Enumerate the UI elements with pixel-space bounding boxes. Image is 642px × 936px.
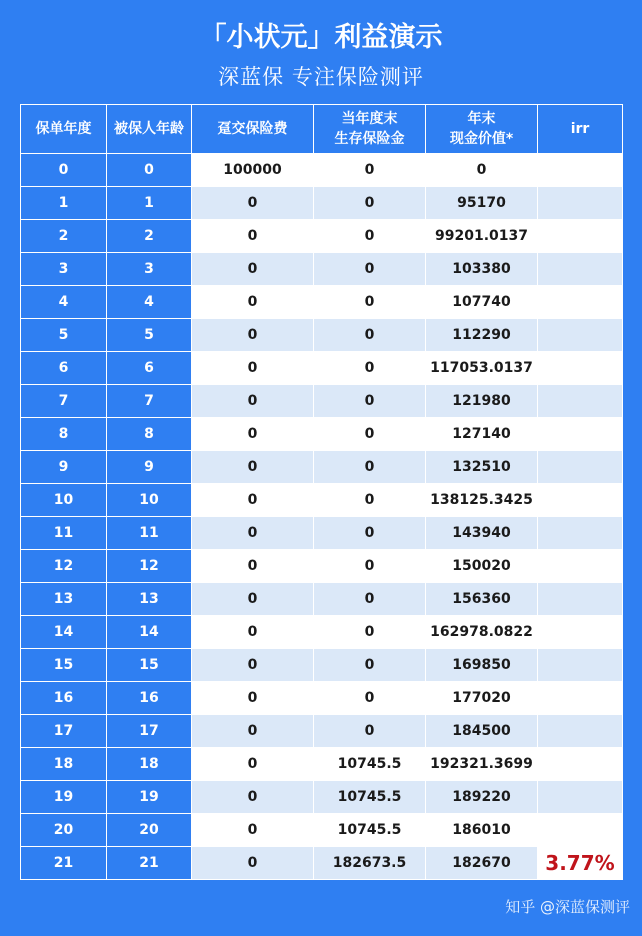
premium-cell: 0 [192, 385, 314, 418]
insured-age-cell: 6 [107, 352, 192, 385]
insured-age-cell: 1 [107, 187, 192, 220]
survival-benefit-cell: 0 [314, 484, 426, 517]
irr-cell [538, 748, 623, 781]
survival-benefit-cell: 182673.5 [314, 847, 426, 880]
cash-value-cell: 99201.0137 [426, 220, 538, 253]
premium-cell: 0 [192, 781, 314, 814]
cash-value-cell: 156360 [426, 583, 538, 616]
cash-value-cell: 121980 [426, 385, 538, 418]
insured-age-cell: 5 [107, 319, 192, 352]
survival-benefit-cell: 0 [314, 220, 426, 253]
cash-value-cell: 0 [426, 154, 538, 187]
irr-cell [538, 286, 623, 319]
cash-value-cell: 127140 [426, 418, 538, 451]
irr-cell [538, 418, 623, 451]
insured-age-cell: 4 [107, 286, 192, 319]
cash-value-cell: 103380 [426, 253, 538, 286]
survival-benefit-cell: 0 [314, 418, 426, 451]
survival-benefit-cell: 0 [314, 385, 426, 418]
policy-year-cell: 9 [21, 451, 107, 484]
irr-cell [538, 253, 623, 286]
table-row [21, 814, 623, 847]
table-row [21, 352, 623, 385]
table-row [21, 517, 623, 550]
table-row [21, 253, 623, 286]
table-row [21, 682, 623, 715]
column-header-irr: irr [538, 105, 623, 154]
table-row [21, 286, 623, 319]
survival-benefit-cell: 0 [314, 253, 426, 286]
table-row [21, 187, 623, 220]
table-body [21, 154, 623, 880]
cash-value-cell: 143940 [426, 517, 538, 550]
column-header-survival-benefit: 当年度末 生存保险金 [314, 105, 426, 154]
policy-year-cell: 14 [21, 616, 107, 649]
policy-year-cell: 20 [21, 814, 107, 847]
survival-benefit-cell: 0 [314, 517, 426, 550]
premium-cell: 0 [192, 484, 314, 517]
cash-value-cell: 107740 [426, 286, 538, 319]
table-row [21, 715, 623, 748]
cash-value-cell: 177020 [426, 682, 538, 715]
table-row [21, 847, 623, 880]
table-row [21, 748, 623, 781]
premium-cell: 0 [192, 319, 314, 352]
insured-age-cell: 18 [107, 748, 192, 781]
premium-cell: 0 [192, 682, 314, 715]
irr-cell [538, 352, 623, 385]
policy-year-cell: 1 [21, 187, 107, 220]
premium-cell: 0 [192, 352, 314, 385]
column-header-single-premium: 趸交保险费 [192, 105, 314, 154]
table-row [21, 451, 623, 484]
survival-benefit-cell: 0 [314, 286, 426, 319]
survival-benefit-cell: 0 [314, 187, 426, 220]
irr-cell [538, 517, 623, 550]
policy-year-cell: 7 [21, 385, 107, 418]
column-header-cash-value: 年末 现金价值* [426, 105, 538, 154]
policy-year-cell: 5 [21, 319, 107, 352]
premium-cell: 0 [192, 847, 314, 880]
irr-cell [538, 187, 623, 220]
policy-year-cell: 12 [21, 550, 107, 583]
irr-cell [538, 385, 623, 418]
benefit-table [20, 104, 623, 880]
survival-benefit-cell: 0 [314, 649, 426, 682]
insured-age-cell: 8 [107, 418, 192, 451]
survival-benefit-cell: 10745.5 [314, 781, 426, 814]
policy-year-cell: 13 [21, 583, 107, 616]
insured-age-cell: 15 [107, 649, 192, 682]
header [0, 0, 642, 104]
irr-cell: 3.77% [538, 847, 623, 880]
cash-value-cell: 189220 [426, 781, 538, 814]
policy-year-cell: 11 [21, 517, 107, 550]
column-header-insured-age: 被保人年龄 [107, 105, 192, 154]
cash-value-cell: 186010 [426, 814, 538, 847]
cash-value-cell: 112290 [426, 319, 538, 352]
insured-age-cell: 7 [107, 385, 192, 418]
insured-age-cell: 17 [107, 715, 192, 748]
policy-year-cell: 17 [21, 715, 107, 748]
policy-year-cell: 6 [21, 352, 107, 385]
insured-age-cell: 16 [107, 682, 192, 715]
survival-benefit-cell: 0 [314, 319, 426, 352]
policy-year-cell: 2 [21, 220, 107, 253]
policy-year-cell: 8 [21, 418, 107, 451]
table-row [21, 583, 623, 616]
policy-year-cell: 16 [21, 682, 107, 715]
policy-year-cell: 21 [21, 847, 107, 880]
survival-benefit-cell: 0 [314, 616, 426, 649]
irr-cell [538, 682, 623, 715]
premium-cell: 0 [192, 616, 314, 649]
irr-cell [538, 220, 623, 253]
policy-year-cell: 19 [21, 781, 107, 814]
table-header-row [21, 105, 623, 154]
page-subtitle: 深蓝保 专注保险测评 [218, 65, 424, 89]
policy-year-cell: 4 [21, 286, 107, 319]
irr-cell [538, 715, 623, 748]
table-row [21, 319, 623, 352]
insured-age-cell: 2 [107, 220, 192, 253]
premium-cell: 0 [192, 517, 314, 550]
table-row [21, 550, 623, 583]
column-header-policy-year: 保单年度 [21, 105, 107, 154]
premium-cell: 100000 [192, 154, 314, 187]
premium-cell: 0 [192, 649, 314, 682]
irr-cell [538, 616, 623, 649]
survival-benefit-cell: 0 [314, 451, 426, 484]
irr-cell [538, 583, 623, 616]
policy-year-cell: 0 [21, 154, 107, 187]
cash-value-cell: 182670 [426, 847, 538, 880]
cash-value-cell: 150020 [426, 550, 538, 583]
cash-value-cell: 184500 [426, 715, 538, 748]
survival-benefit-cell: 0 [314, 352, 426, 385]
insured-age-cell: 13 [107, 583, 192, 616]
table-row [21, 385, 623, 418]
survival-benefit-cell: 10745.5 [314, 748, 426, 781]
insured-age-cell: 21 [107, 847, 192, 880]
premium-cell: 0 [192, 814, 314, 847]
premium-cell: 0 [192, 220, 314, 253]
premium-cell: 0 [192, 451, 314, 484]
survival-benefit-cell: 0 [314, 154, 426, 187]
irr-cell [538, 451, 623, 484]
insured-age-cell: 0 [107, 154, 192, 187]
table-row [21, 220, 623, 253]
policy-year-cell: 3 [21, 253, 107, 286]
premium-cell: 0 [192, 715, 314, 748]
policy-year-cell: 15 [21, 649, 107, 682]
insured-age-cell: 3 [107, 253, 192, 286]
irr-cell [538, 154, 623, 187]
survival-benefit-cell: 0 [314, 583, 426, 616]
insured-age-cell: 10 [107, 484, 192, 517]
premium-cell: 0 [192, 583, 314, 616]
table-row [21, 781, 623, 814]
insured-age-cell: 12 [107, 550, 192, 583]
insured-age-cell: 11 [107, 517, 192, 550]
insured-age-cell: 9 [107, 451, 192, 484]
cash-value-cell: 162978.0822 [426, 616, 538, 649]
cash-value-cell: 95170 [426, 187, 538, 220]
cash-value-cell: 169850 [426, 649, 538, 682]
cash-value-cell: 138125.3425 [426, 484, 538, 517]
cash-value-cell: 132510 [426, 451, 538, 484]
insured-age-cell: 14 [107, 616, 192, 649]
insured-age-cell: 20 [107, 814, 192, 847]
irr-cell [538, 319, 623, 352]
cash-value-cell: 192321.3699 [426, 748, 538, 781]
survival-benefit-cell: 10745.5 [314, 814, 426, 847]
table-row [21, 484, 623, 517]
irr-cell [538, 484, 623, 517]
watermark: 知乎 @深蓝保测评 [505, 898, 630, 916]
survival-benefit-cell: 0 [314, 550, 426, 583]
table-row [21, 418, 623, 451]
survival-benefit-cell: 0 [314, 682, 426, 715]
policy-year-cell: 10 [21, 484, 107, 517]
premium-cell: 0 [192, 418, 314, 451]
page-title: 「小状元」利益演示 [199, 22, 443, 53]
irr-cell [538, 550, 623, 583]
table-row [21, 649, 623, 682]
survival-benefit-cell: 0 [314, 715, 426, 748]
insured-age-cell: 19 [107, 781, 192, 814]
irr-cell [538, 781, 623, 814]
policy-year-cell: 18 [21, 748, 107, 781]
irr-cell [538, 814, 623, 847]
table-row [21, 154, 623, 187]
premium-cell: 0 [192, 748, 314, 781]
irr-cell [538, 649, 623, 682]
premium-cell: 0 [192, 550, 314, 583]
premium-cell: 0 [192, 187, 314, 220]
premium-cell: 0 [192, 286, 314, 319]
premium-cell: 0 [192, 253, 314, 286]
table-row [21, 616, 623, 649]
cash-value-cell: 117053.0137 [426, 352, 538, 385]
